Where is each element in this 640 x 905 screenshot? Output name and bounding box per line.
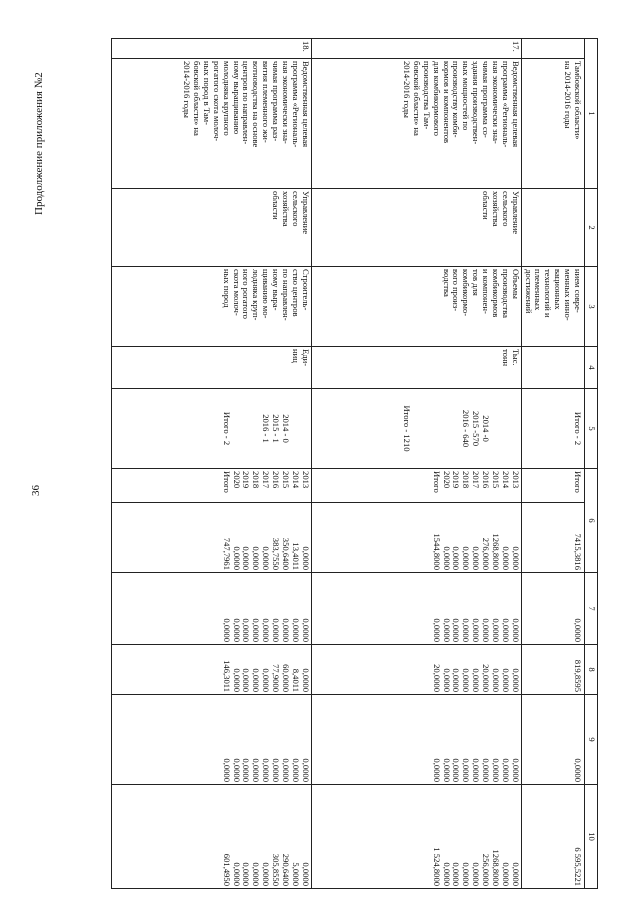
- regional-amount: 819,8595: [521, 645, 584, 695]
- other-amount: 6 595,5221: [521, 785, 584, 889]
- col-header-5: 5: [585, 389, 598, 469]
- appendix-title: Продолжение приложения №2: [33, 72, 45, 215]
- federal-amounts: 0,0000 0,0000 0,0000 0,0000 0,0000 0,0000 0,0000 0,0000 0,0000: [111, 573, 311, 645]
- budget-table: [111, 38, 598, 889]
- program-name: Тамбовской области» на 2014-2016 годы: [521, 59, 584, 189]
- indicator-name: Строитель- ство центров по направлен- ному выра- щиванию мо- лодняка круп- ного рогатого скота молоч- ных пород: [111, 267, 311, 347]
- col-header-7: 7: [585, 573, 598, 645]
- total-amounts: 0,0000 0,0000 1268,8000 276,0000 0,0000 0,0000 0,0000 0,0000 1544,8000: [311, 503, 521, 573]
- federal-amount: 0,0000: [521, 573, 584, 645]
- total-amounts: 0,0000 13,4011 350,6400 383,7550 0,0000 0,0000 0,0000 0,0000 747,7961: [111, 503, 311, 573]
- table-row-continuation: [521, 39, 584, 889]
- program-name: Ведомственная целевая программа «Региональ- ная экономически зна- чимая программа раз- вития племенного жи- вотноводства на основе центров по направлен- ному выращиванию молодняка крупного рогатого скота молоч- ных пород в Там- бовской области» на 2014-2016 годы: [111, 59, 311, 189]
- row-number: 17.: [311, 39, 521, 59]
- col-header-6: 6: [585, 469, 598, 573]
- executor-name: Управление сельского хозяйства области: [111, 189, 311, 267]
- target-values: 2014 - 0 2015 - 1 2016 - 1 Итого - 2: [111, 389, 311, 469]
- local-amounts: 0,0000 0,0000 0,0000 0,0000 0,0000 0,0000 0,0000 0,0000 0,0000: [311, 695, 521, 785]
- column-number-row: [585, 39, 598, 889]
- regional-amounts: 0,0000 8,4011 60,0000 77,9000 0,0000 0,0000 0,0000 0,0000 146,3011: [111, 645, 311, 695]
- year-list: 2013 2014 2015 2016 2017 2018 2019 2020 Итого: [111, 469, 311, 503]
- year-label: Итого: [521, 469, 584, 503]
- table-row: [311, 39, 521, 889]
- regional-amounts: 0,0000 0,0000 0,0000 20,0000 0,0000 0,0000 0,0000 0,0000 20,0000: [311, 645, 521, 695]
- local-amount: 0,0000: [521, 695, 584, 785]
- other-amounts: 0,0000 0,0000 1268,8000 256,0000 0,0000 0,0000 0,0000 0,0000 1 524,8000: [311, 785, 521, 889]
- col-header-3: 3: [585, 267, 598, 347]
- col-header-4: 4: [585, 347, 598, 389]
- budget-table-rotated: [88, 38, 598, 888]
- indicator-name: Объемы производства комбикормов и компонен- тов для комбикормо- вого произ- водства: [311, 267, 521, 347]
- indicator-name: нием совре- менных инно- вационных технологий и племенных достижений: [521, 267, 584, 347]
- target-value: Итого - 2: [521, 389, 584, 469]
- col-header-8: 8: [585, 645, 598, 695]
- col-header-1: 1: [585, 39, 598, 189]
- executor-name: Управление сельского хозяйства области: [311, 189, 521, 267]
- page-number: 36: [30, 485, 42, 496]
- unit-name: Еди- ниц: [111, 347, 311, 389]
- total-amount: 7415,3816: [521, 503, 584, 573]
- federal-amounts: 0,0000 0,0000 0,0000 0,0000 0,0000 0,0000 0,0000 0,0000 0,0000: [311, 573, 521, 645]
- local-amounts: 0,0000 0,0000 0,0000 0,0000 0,0000 0,0000 0,0000 0,0000 0,0000: [111, 695, 311, 785]
- table-row: [111, 39, 311, 889]
- year-list: 2013 2014 2015 2016 2017 2018 2019 2020 Итого: [311, 469, 521, 503]
- other-amounts: 0,0000 5,0000 290,6400 305,8550 0,0000 0,0000 0,0000 0,0000 601,4950: [111, 785, 311, 889]
- program-name: Ведомственная целевая программа «Региональ- ная экономически зна- чимая программа со- здания производствен- ных мощностей по производству комби- кормов и компонентов для комбикормового производства Там- бовской области» на 2014-2016 годы: [311, 59, 521, 189]
- col-header-9: 9: [585, 695, 598, 785]
- row-number: 18.: [111, 39, 311, 59]
- target-values: 2014 -0 2015 -570 2016 - 640 Итого - 1210: [311, 389, 521, 469]
- unit-name: Тыс. тонн: [311, 347, 521, 389]
- col-header-2: 2: [585, 189, 598, 267]
- col-header-10: 10: [585, 785, 598, 889]
